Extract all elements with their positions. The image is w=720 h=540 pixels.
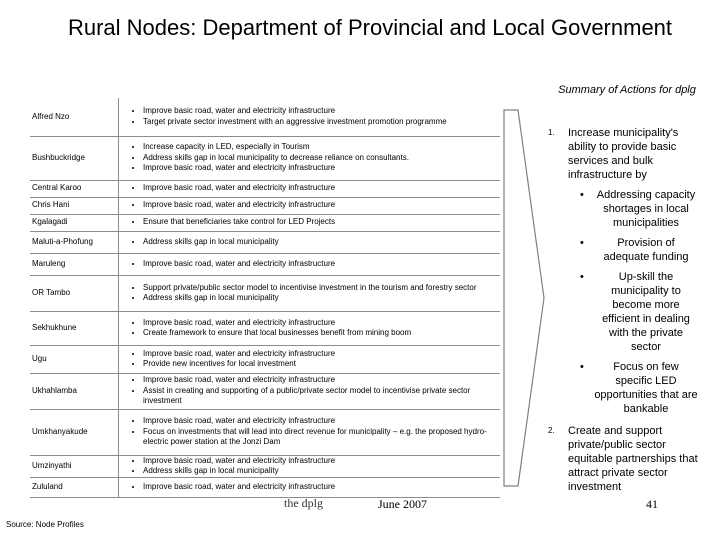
node-name: Umzinyathi xyxy=(30,455,119,477)
nodes-table xyxy=(30,98,500,498)
node-actions xyxy=(119,180,501,197)
node-actions xyxy=(119,409,501,455)
node-actions xyxy=(119,477,501,497)
bullet-icon: • xyxy=(580,237,584,249)
actions-list xyxy=(125,200,498,211)
action-item: • Address skills gap in local municipality xyxy=(143,466,498,477)
source-note: Source: Node Profiles xyxy=(6,520,84,529)
summary-subitem-text: Provision of adequate funding xyxy=(603,237,689,263)
node-name: Bushbuckridge xyxy=(30,136,119,180)
summary-subitem xyxy=(548,236,698,264)
actions-list xyxy=(125,217,498,228)
node-name: Maruleng xyxy=(30,253,119,275)
node-name: Maluti-a-Phofung xyxy=(30,231,119,253)
node-actions xyxy=(119,136,501,180)
summary-item-text: Increase municipality's ability to provide basic services and bulk infrastructure by xyxy=(568,127,679,181)
actions-list xyxy=(125,318,498,339)
action-item: • Ensure that beneficiaries take control for LED Projects xyxy=(143,217,498,228)
node-actions xyxy=(119,373,501,409)
page-number: 41 xyxy=(646,497,658,511)
node-name: OR Tambo xyxy=(30,275,119,311)
bullet-icon: • xyxy=(580,189,584,201)
actions-list xyxy=(125,183,498,194)
node-name: Ukhahlamba xyxy=(30,373,119,409)
table-row xyxy=(30,253,500,275)
summary-subitem-text: Addressing capacity shortages in local municipalities xyxy=(596,189,696,229)
footer-date: June 2007 xyxy=(378,497,427,511)
action-item: • Improve basic road, water and electricity infrastructure xyxy=(143,200,498,211)
summary-subitem xyxy=(548,270,698,354)
summary-item-text: Create and support private/public sector equitable partnerships that attract private sector investment xyxy=(568,425,698,493)
actions-list xyxy=(125,106,498,127)
table-row xyxy=(30,275,500,311)
action-item: • Improve basic road, water and electricity infrastructure xyxy=(143,259,498,270)
slide-title: Rural Nodes: Department of Provincial and Local Government xyxy=(67,15,673,40)
table-row xyxy=(30,231,500,253)
node-name: Kgalagadi xyxy=(30,214,119,231)
node-name: Chris Hani xyxy=(30,197,119,214)
node-actions xyxy=(119,455,501,477)
actions-list xyxy=(125,482,498,493)
right-arrow-shape xyxy=(500,108,548,488)
table-row xyxy=(30,477,500,497)
summary-item-1 xyxy=(548,126,698,182)
actions-list xyxy=(125,416,498,448)
bullet-icon: • xyxy=(580,271,584,283)
summary-subitem xyxy=(548,188,698,230)
table-row xyxy=(30,455,500,477)
table-row xyxy=(30,98,500,136)
table-row xyxy=(30,409,500,455)
node-actions xyxy=(119,197,501,214)
action-item: • Focus on investments that will lead into direct revenue for municipality – e.g. the proposed hydro-electric power station at the Jonzi Dam xyxy=(143,427,498,448)
node-name: Central Karoo xyxy=(30,180,119,197)
node-actions xyxy=(119,345,501,373)
action-item: • Improve basic road, water and electricity infrastructure xyxy=(143,318,498,329)
table-row xyxy=(30,197,500,214)
actions-list xyxy=(125,283,498,304)
action-item: • Improve basic road, water and electricity infrastructure xyxy=(143,349,498,360)
node-actions xyxy=(119,253,501,275)
summary-item-number: 2. xyxy=(548,426,555,435)
node-actions xyxy=(119,311,501,345)
actions-list xyxy=(125,259,498,270)
actions-list xyxy=(125,142,498,174)
action-item: • Improve basic road, water and electricity infrastructure xyxy=(143,416,498,427)
table-row xyxy=(30,214,500,231)
action-item: • Improve basic road, water and electricity infrastructure xyxy=(143,183,498,194)
action-item: • Improve basic road, water and electricity infrastructure xyxy=(143,375,498,386)
action-item: • Create framework to ensure that local businesses benefit from mining boom xyxy=(143,328,498,339)
summary-title: Summary of Actions for dplg xyxy=(558,84,696,96)
node-name: Ugu xyxy=(30,345,119,373)
table-row xyxy=(30,373,500,409)
action-item: • Improve basic road, water and electricity infrastructure xyxy=(143,482,498,493)
action-item: • Address skills gap in local municipality xyxy=(143,293,498,304)
actions-list xyxy=(125,237,498,248)
node-name: Umkhanyakude xyxy=(30,409,119,455)
summary-subitem xyxy=(548,360,698,416)
actions-list xyxy=(125,456,498,477)
action-item: • Improve basic road, water and electricity infrastructure xyxy=(143,106,498,117)
node-actions xyxy=(119,231,501,253)
action-item: • Increase capacity in LED, especially in Tourism xyxy=(143,142,498,153)
footer-organisation: the dplg xyxy=(284,496,323,510)
node-name: Sekhukhune xyxy=(30,311,119,345)
action-item: • Provide new incentives for local investment xyxy=(143,359,498,370)
table-row xyxy=(30,311,500,345)
action-item: • Improve basic road, water and electricity infrastructure xyxy=(143,163,498,174)
table-row xyxy=(30,180,500,197)
node-actions xyxy=(119,214,501,231)
actions-list xyxy=(125,349,498,370)
node-name: Zululand xyxy=(30,477,119,497)
action-item: • Support private/public sector model to incentivise investment in the tourism and forestry sector xyxy=(143,283,498,294)
action-item: • Assist in creating and supporting of a public/private sector model to incentivise private sector investment xyxy=(143,386,498,407)
summary-subitem-text: Up-skill the municipality to become more efficient in dealing with the private sector xyxy=(602,271,690,353)
action-item: • Target private sector investment with an aggressive investment promotion programme xyxy=(143,117,498,128)
summary-item-number: 1. xyxy=(548,128,555,137)
bullet-icon: • xyxy=(580,361,584,373)
actions-list xyxy=(125,375,498,407)
table-row xyxy=(30,345,500,373)
node-actions xyxy=(119,98,501,136)
node-actions xyxy=(119,275,501,311)
action-item: • Address skills gap in local municipality to decrease reliance on consultants. xyxy=(143,153,498,164)
table-row xyxy=(30,136,500,180)
summary-list xyxy=(548,126,698,494)
action-item: • Address skills gap in local municipality xyxy=(143,237,498,248)
node-name: Alfred Nzo xyxy=(30,98,119,136)
action-item: • Improve basic road, water and electricity infrastructure xyxy=(143,456,498,467)
summary-item-2 xyxy=(548,424,698,494)
summary-subitem-text: Focus on few specific LED opportunities that are bankable xyxy=(594,361,698,415)
